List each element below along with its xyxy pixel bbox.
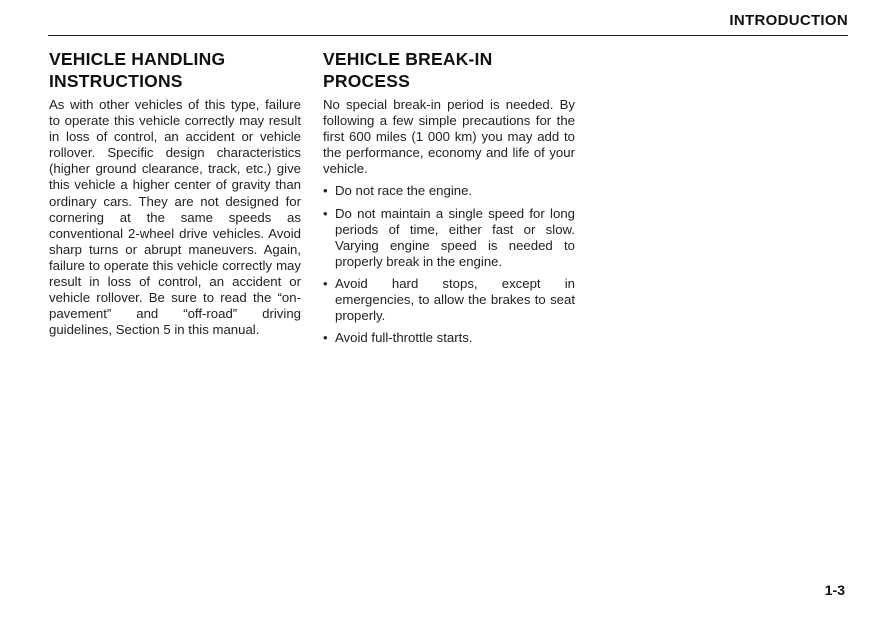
bullet-icon: • (323, 205, 328, 221)
list-item-text: Do not maintain a single speed for long periods of time, either fast or slow. Varying engine speed is needed to properly break in the engine. (335, 205, 575, 269)
bullet-icon: • (323, 330, 328, 346)
header-divider (48, 35, 848, 36)
bullet-icon: • (323, 183, 328, 199)
vehicle-handling-section (49, 48, 301, 338)
vehicle-handling-paragraph: As with other vehicles of this type, failure to operate this vehicle correctly may result in loss of control, an accident or vehicle rollover. Specific design characteristics (higher ground clearance, track, etc.) give this vehicle a higher center of gravity than ordinary cars. They are not designed for cornering at the same speeds as conventional 2-wheel drive vehicles. Avoid sharp turns or abrupt maneuvers. Again, failure to operate this vehicle correctly may result in loss of control, an accident or vehicle rollover. Be sure to read the “on-pavement” and “off-road” driving guidelines, Section 5 in this manual. (49, 97, 301, 338)
break-in-heading (323, 48, 575, 92)
vehicle-handling-heading-line2: INSTRUCTIONS (49, 71, 183, 91)
break-in-heading-line1: VEHICLE BREAK-IN (323, 49, 493, 69)
break-in-paragraph: No special break-in period is needed. By following a few simple precautions for the first 600 miles (1 000 km) you may add to the performance, economy and life of your vehicle. (323, 97, 575, 177)
list-item (323, 183, 575, 199)
bullet-icon: • (323, 275, 328, 291)
list-item-text: Do not race the engine. (335, 183, 473, 199)
vehicle-handling-heading-line1: VEHICLE HANDLING (49, 49, 226, 69)
list-item (323, 206, 575, 270)
vehicle-handling-heading (49, 48, 301, 92)
list-item-text: Avoid hard stops, except in emergencies, to allow the brakes to seat properly. (335, 275, 575, 324)
list-item (323, 276, 575, 324)
break-in-section (323, 48, 575, 352)
list-item (323, 330, 575, 346)
section-title: INTRODUCTION (729, 12, 848, 29)
list-item-text: Avoid full-throttle starts. (335, 330, 473, 346)
page-number: 1-3 (824, 582, 845, 598)
break-in-heading-line2: PROCESS (323, 71, 410, 91)
break-in-bullet-list (323, 183, 575, 346)
